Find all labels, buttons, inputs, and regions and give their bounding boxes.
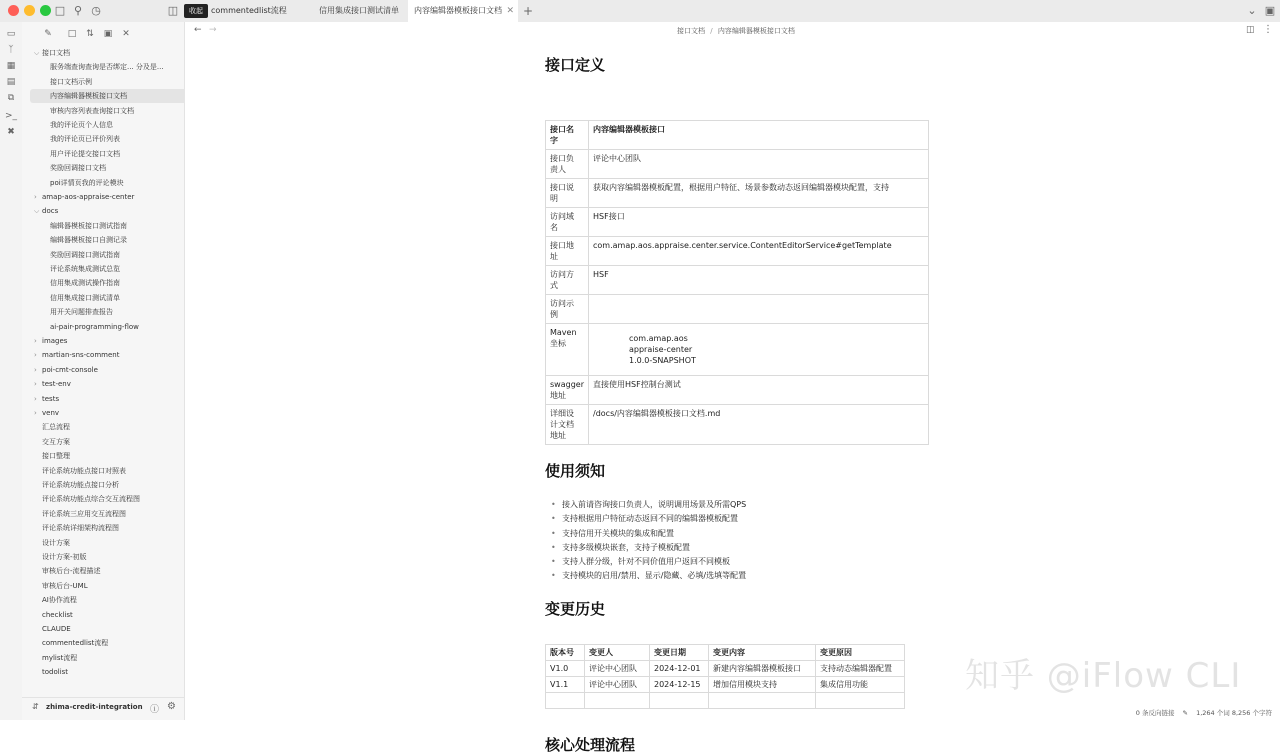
tree-item-label: 评论系统功能点综合交互流程图 [42, 495, 140, 504]
file-item[interactable] [42, 636, 178, 650]
table-cell: 评论中心团队 [585, 677, 650, 693]
table-value-cell [589, 295, 929, 324]
file-item[interactable] [42, 420, 178, 434]
tree-item-label: 评论系统功能点接口分析 [42, 481, 119, 489]
maven-line: 1.0.0-SNAPSHOT [629, 356, 696, 365]
usage-list [545, 498, 746, 584]
window-layout-icon[interactable]: ▣ [1264, 4, 1276, 17]
file-item[interactable] [42, 622, 178, 636]
table-key-cell: 接口名 字 [546, 121, 589, 150]
file-item[interactable] [50, 161, 178, 175]
file-item[interactable] [42, 521, 178, 535]
file-item[interactable] [50, 248, 178, 262]
table-row [546, 237, 929, 266]
tree-item-label: 审核后台-流程描述 [42, 567, 101, 576]
table-cell [546, 693, 585, 709]
folder-item[interactable] [42, 204, 178, 218]
tree-item-label: 我的评论页已评价列表 [50, 135, 120, 144]
left-ribbon [0, 22, 23, 720]
heading-flow: 核心处理流程 [545, 736, 636, 754]
tree-item-label: poi-cmt-console [42, 365, 98, 374]
table-key-cell: 访问示 例 [546, 295, 589, 324]
tree-item-label: 评论系统详细架构流程图 [42, 524, 119, 533]
tree-item-label: todolist [42, 668, 69, 677]
table-cell [650, 693, 709, 709]
history-table [545, 644, 905, 709]
tree-item-label: AI协作流程 [42, 596, 77, 605]
tree-item-label: 评论系统功能点接口对照表 [42, 466, 126, 475]
tree-item-label: ai-pair-programming-flow [50, 322, 139, 331]
table-cell [585, 693, 650, 709]
file-item[interactable] [50, 104, 178, 118]
table-key-cell: Maven 坐标 [546, 324, 589, 376]
table-value-cell: 直接使用HSF控制台测试 [589, 376, 929, 405]
file-item[interactable] [42, 593, 178, 607]
list-item: • 支持多级模块嵌套，支持子模板配置 [545, 541, 746, 555]
chevron-right-icon[interactable]: › [34, 380, 37, 389]
column-header: 变更原因 [816, 645, 905, 661]
tree-item-label: 用户评论提交接口文档 [50, 149, 120, 158]
table-key-cell: swagger 地址 [546, 376, 589, 405]
table-value-cell: HSF [589, 266, 929, 295]
heading-history: 变更历史 [545, 600, 606, 618]
editor-pane [185, 22, 1280, 754]
table-row [546, 150, 929, 179]
tree-item-label: mylist流程 [42, 653, 78, 662]
tree-item-label: 用开关问题排查报告 [50, 308, 113, 317]
file-item[interactable] [42, 492, 178, 506]
file-item[interactable] [50, 262, 178, 276]
search-icon[interactable]: ⚲ [73, 4, 83, 17]
reading-view-icon[interactable]: ◫ [1246, 25, 1255, 35]
chevron-right-icon[interactable]: › [34, 365, 37, 374]
tree-item-label: 编辑器模板接口自测记录 [50, 236, 127, 245]
file-item[interactable] [50, 176, 178, 190]
tree-item-label: 评论系统集成测试总览 [50, 265, 120, 273]
table-cell: 2024-12-01 [650, 661, 709, 677]
file-item[interactable] [50, 276, 178, 290]
table-row [546, 121, 929, 150]
table-cell: 支持动态编辑器配置 [816, 661, 905, 677]
table-key-cell: 接口说 明 [546, 179, 589, 208]
chevron-right-icon[interactable]: › [34, 337, 37, 345]
table-row [546, 376, 929, 405]
list-item: • 接入前请咨询接口负责人，说明调用场景及所需QPS [545, 498, 746, 512]
list-item: • 支持信用开关模块的集成和配置 [545, 527, 746, 541]
tree-item-label: 信用集成测试操作指南 [50, 279, 120, 288]
folder-item[interactable] [42, 392, 178, 406]
chevron-down-icon[interactable]: ⌵ [34, 49, 40, 57]
collapse-tooltip: 收起 [184, 4, 208, 18]
table-row [546, 405, 929, 445]
column-header: 变更人 [585, 645, 650, 661]
tree-item-label: 交互方案 [42, 437, 70, 446]
file-item[interactable] [42, 507, 178, 521]
table-row [546, 661, 905, 677]
close-icon[interactable]: ✕ [506, 6, 514, 16]
file-item[interactable] [42, 464, 178, 478]
file-item[interactable] [42, 550, 178, 564]
file-item[interactable] [42, 478, 178, 492]
table-key-cell: 接口地 址 [546, 237, 589, 266]
table-key-cell: 访问方 式 [546, 266, 589, 295]
calendar-icon[interactable]: ▤ [6, 77, 16, 87]
settings-icon[interactable]: ⚙ [167, 701, 176, 712]
table-row [546, 324, 929, 376]
tree-item-label: test-env [42, 380, 71, 389]
file-item[interactable] [42, 564, 178, 578]
chevron-right-icon[interactable]: › [34, 351, 37, 360]
file-explorer [22, 22, 185, 720]
file-item[interactable] [50, 118, 178, 132]
file-item[interactable] [50, 219, 178, 233]
table-row [546, 295, 929, 324]
new-folder-icon[interactable]: □ [67, 29, 77, 39]
new-note-icon[interactable]: ✎ [44, 29, 52, 39]
table-key-cell: 详细设 计文档 地址 [546, 405, 589, 445]
tree-item-label: 奖励回调接口测试指南 [50, 250, 120, 259]
column-header: 变更内容 [709, 645, 816, 661]
tree-item-label: 汇总流程 [42, 423, 70, 432]
tree-item-label: 审核后台-UML [42, 581, 88, 590]
table-value-cell: /docs/内容编辑器模板接口文档.md [589, 405, 929, 445]
tree-item-label: commentedlist流程 [42, 639, 109, 648]
table-row [546, 179, 929, 208]
file-item[interactable] [50, 305, 178, 319]
tree-item-label: poi详情页我的评论模块 [50, 178, 124, 187]
file-item[interactable] [42, 579, 178, 593]
table-value-cell: 获取内容编辑器模板配置，根据用户特征、场景参数动态返回编辑器模块配置，支持 [589, 179, 929, 208]
watermark: 知乎 @iFlow CLI [965, 656, 1242, 696]
table-row [546, 693, 905, 709]
tools-icon[interactable]: ✖ [7, 127, 15, 137]
file-item[interactable] [50, 75, 178, 89]
chevron-right-icon[interactable]: › [34, 193, 37, 201]
help-icon[interactable]: ⓘ [150, 705, 160, 715]
table-value-cell: 内容编辑器模板接口 [589, 121, 929, 150]
folder-item[interactable] [42, 377, 178, 391]
table-row [546, 677, 905, 693]
close-icon[interactable]: ✕ [122, 29, 130, 39]
table-value-cell: com.amap.aos.appraise.center.service.ContentEditorService#getTemplate [589, 237, 929, 266]
tree-item-label: 接口文档 [42, 49, 70, 57]
table-key-cell: 访问域 名 [546, 208, 589, 237]
tab-editor-template-doc[interactable] [408, 0, 518, 22]
file-item[interactable] [42, 608, 178, 622]
table-cell: 评论中心团队 [585, 661, 650, 677]
breadcrumb-current[interactable]: 内容编辑器模板接口文档 [717, 27, 795, 35]
table-cell: 2024-12-15 [650, 677, 709, 693]
file-item[interactable] [50, 291, 178, 305]
tree-item-label: tests [42, 394, 60, 403]
tree-item-label: 接口文档示例 [50, 77, 92, 86]
table-cell: 增加信用模块支持 [709, 677, 816, 693]
new-tab-button[interactable]: + [522, 4, 534, 18]
file-item[interactable] [42, 665, 178, 679]
tree-item-label: venv [42, 409, 60, 417]
folder-item[interactable] [42, 406, 178, 420]
bookmark-icon[interactable]: ◷ [91, 4, 101, 17]
edit-icon[interactable]: ✎ [1182, 709, 1188, 717]
file-item[interactable] [50, 320, 178, 334]
tree-item-label: 评论系统三应用交互流程图 [42, 509, 126, 518]
tab-commentedlist[interactable] [205, 0, 305, 22]
tree-item-label: martian-sns-comment [42, 351, 120, 360]
close-window-button[interactable] [8, 5, 19, 16]
folder-item[interactable] [42, 190, 178, 204]
breadcrumb [677, 26, 795, 36]
canvas-icon[interactable]: ▦ [6, 61, 16, 71]
list-item: • 支持人群分级，针对不同价值用户返回不同模板 [545, 555, 746, 569]
table-cell: V1.0 [546, 661, 585, 677]
chevron-right-icon[interactable]: › [34, 409, 37, 417]
tree-item-label: checklist [42, 610, 73, 619]
tree-item-label: amap-aos-appraise-center [42, 193, 135, 201]
tree-item-label: images [42, 337, 68, 345]
tree-item-label: 信用集成接口测试清单 [50, 293, 120, 302]
heading-definition: 接口定义 [545, 56, 606, 74]
definition-table [545, 120, 929, 445]
tree-item-label: 内容编辑器模板接口文档 [50, 92, 127, 101]
maven-line: com.amap.aos [629, 334, 688, 343]
file-item[interactable] [30, 89, 198, 103]
backlinks-count[interactable]: 0 条反向链接 [1135, 709, 1175, 717]
folder-item[interactable] [42, 46, 178, 60]
file-item[interactable] [50, 147, 178, 161]
file-item[interactable] [42, 435, 178, 449]
sort-icon[interactable]: ⇅ [86, 29, 94, 39]
table-cell [816, 693, 905, 709]
tree-item-label: 编辑器模板接口测试指南 [50, 221, 127, 230]
folder-item[interactable] [42, 348, 178, 362]
more-options-icon[interactable]: ⋮ [1263, 24, 1273, 35]
tab-label: 信用集成接口测试清单 [319, 6, 399, 15]
file-item[interactable] [50, 60, 178, 74]
maven-line: appraise-center [629, 345, 693, 354]
table-value-cell: 评论中心团队 [589, 150, 929, 179]
chevron-down-icon[interactable]: ⌄ [1247, 4, 1257, 17]
table-cell: V1.1 [546, 677, 585, 693]
folder-item[interactable] [42, 334, 178, 348]
tree-item-label: 设计方案 [42, 538, 70, 547]
tree-item-label: CLAUDE [42, 625, 71, 633]
file-icon[interactable]: ▭ [6, 29, 16, 39]
collapse-all-icon[interactable]: ▣ [103, 29, 113, 39]
zoom-window-button[interactable] [40, 5, 51, 16]
back-icon[interactable]: ← [194, 25, 202, 35]
tree-item-label: 服务端查询查询是否绑定... 分及是... [50, 63, 164, 72]
vault-name[interactable]: zhima-credit-integration [46, 703, 143, 711]
table-cell: 新建内容编辑器模板接口 [709, 661, 816, 677]
file-item[interactable] [42, 449, 178, 463]
file-item[interactable] [42, 536, 178, 550]
table-cell [709, 693, 816, 709]
list-item: • 支持模块的启用/禁用、显示/隐藏、必填/选填等配置 [545, 569, 746, 583]
file-item[interactable] [50, 132, 178, 146]
forward-icon[interactable]: → [209, 25, 217, 35]
tab-label: commentedlist流程 [211, 6, 287, 15]
tree-item-label: 接口整理 [42, 452, 70, 461]
chevron-right-icon[interactable]: › [34, 394, 37, 403]
chevron-down-icon[interactable]: ⌵ [34, 207, 40, 216]
table-value-cell [589, 324, 929, 376]
table-row [546, 266, 929, 295]
tree-item-label: 审核内容列表查询接口文档 [50, 106, 134, 115]
sidebar-toggle-icon[interactable]: ◫ [167, 4, 179, 17]
tree-item-label: 奖励回调接口文档 [50, 164, 106, 173]
status-bar [1128, 706, 1280, 720]
terminal-icon[interactable]: >_ [5, 111, 18, 121]
title-bar [0, 0, 1280, 23]
tree-item-label: 我的评论页个人信息 [50, 121, 113, 129]
copy-icon[interactable]: ⧉ [7, 93, 15, 103]
file-item[interactable] [42, 651, 178, 665]
tab-credit-test[interactable] [313, 0, 403, 22]
breadcrumb-parent[interactable]: 接口文档 [677, 27, 705, 35]
word-count: 1,264 个词 8,256 个字符 [1196, 709, 1272, 717]
breadcrumb-separator: / [710, 27, 713, 35]
graph-icon[interactable]: ᛉ [8, 45, 14, 55]
table-value-cell: HSF接口 [589, 208, 929, 237]
chevron-icon[interactable]: ⇵ [32, 702, 39, 711]
file-item[interactable] [50, 233, 178, 247]
folder-item[interactable] [42, 363, 178, 377]
nav-bar [185, 22, 1280, 42]
vault-footer [22, 697, 184, 720]
list-item: • 支持根据用户特征动态返回不同的编辑器模板配置 [545, 512, 746, 526]
minimize-window-button[interactable] [24, 5, 35, 16]
folder-icon[interactable]: □ [54, 4, 66, 17]
column-header: 版本号 [546, 645, 585, 661]
heading-usage: 使用须知 [545, 462, 606, 480]
table-row [546, 208, 929, 237]
tab-label: 内容编辑器模板接口文档 [414, 6, 502, 15]
tree-item-label: docs [42, 207, 59, 216]
tree-item-label: 设计方案-初版 [42, 553, 87, 561]
column-header: 变更日期 [650, 645, 709, 661]
table-key-cell: 接口负 责人 [546, 150, 589, 179]
table-cell: 集成信用功能 [816, 677, 905, 693]
